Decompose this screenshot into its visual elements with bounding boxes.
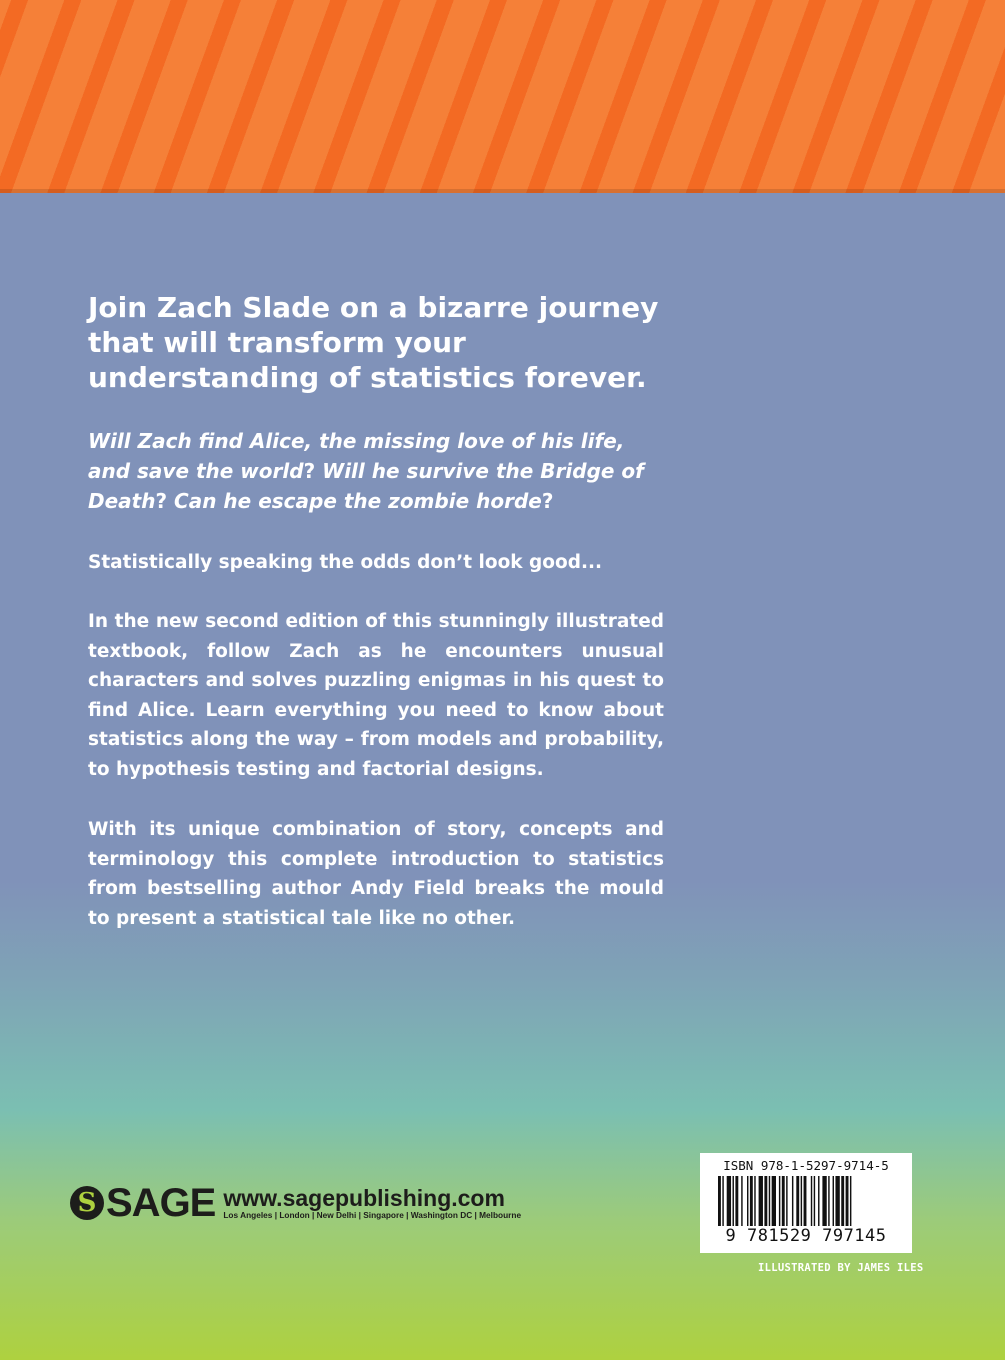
sage-logo-icon: S xyxy=(70,1186,104,1220)
barcode-digits: 9 781529 797145 xyxy=(725,1226,887,1246)
publisher-name: SAGE xyxy=(106,1181,216,1225)
teaser-questions xyxy=(88,426,664,516)
isbn-label: ISBN 978-1-5297-9714-5 xyxy=(723,1158,889,1173)
isbn-barcode xyxy=(700,1153,912,1253)
edition-paragraph: In the new second edition of this stunningly illustrated textbook, follow Zach as he encounters unusual characters and solves puzzling enigmas in his quest to find Alice. Learn everything you need to know about statistics along the way – from models and probability, to hypothesis testing and factorial designs. xyxy=(88,611,664,780)
teaser-mark1: ? xyxy=(303,459,323,483)
closing-paragraph: With its unique combination of story, concepts and terminology this complete introduction to statistics from bestselling author Andy Field breaks the mould to present a statistical tale like no other. xyxy=(88,819,664,929)
publisher-url: www.sagepublishing.com xyxy=(223,1185,505,1211)
teaser-q3: Can he escape the zombie horde xyxy=(174,489,542,513)
teaser-q2: Will he survive the Bridge of Death xyxy=(88,459,644,513)
publisher-cities: Los Angeles | London | New Delhi | Singapore | Washington DC | Melbourne xyxy=(223,1210,522,1220)
odds-line: Statistically speaking the odds don’t look good... xyxy=(88,552,603,573)
cover-headline: Join Zach Slade on a bizarre journey that will transform your understanding of statistics forever. xyxy=(88,291,659,394)
orange-stripe-band xyxy=(0,0,1005,193)
publisher-details xyxy=(223,1186,521,1220)
barcode-bars-icon xyxy=(716,1176,896,1226)
illustrator-credit: ILLUSTRATED BY JAMES ILES xyxy=(758,1262,924,1274)
teaser-mark2: ? xyxy=(155,489,175,513)
teaser-mark3: ? xyxy=(541,489,554,513)
publisher-block xyxy=(70,1183,521,1223)
teaser-q1: Will Zach find Alice, the missing love of his life, and save the world xyxy=(88,429,625,483)
